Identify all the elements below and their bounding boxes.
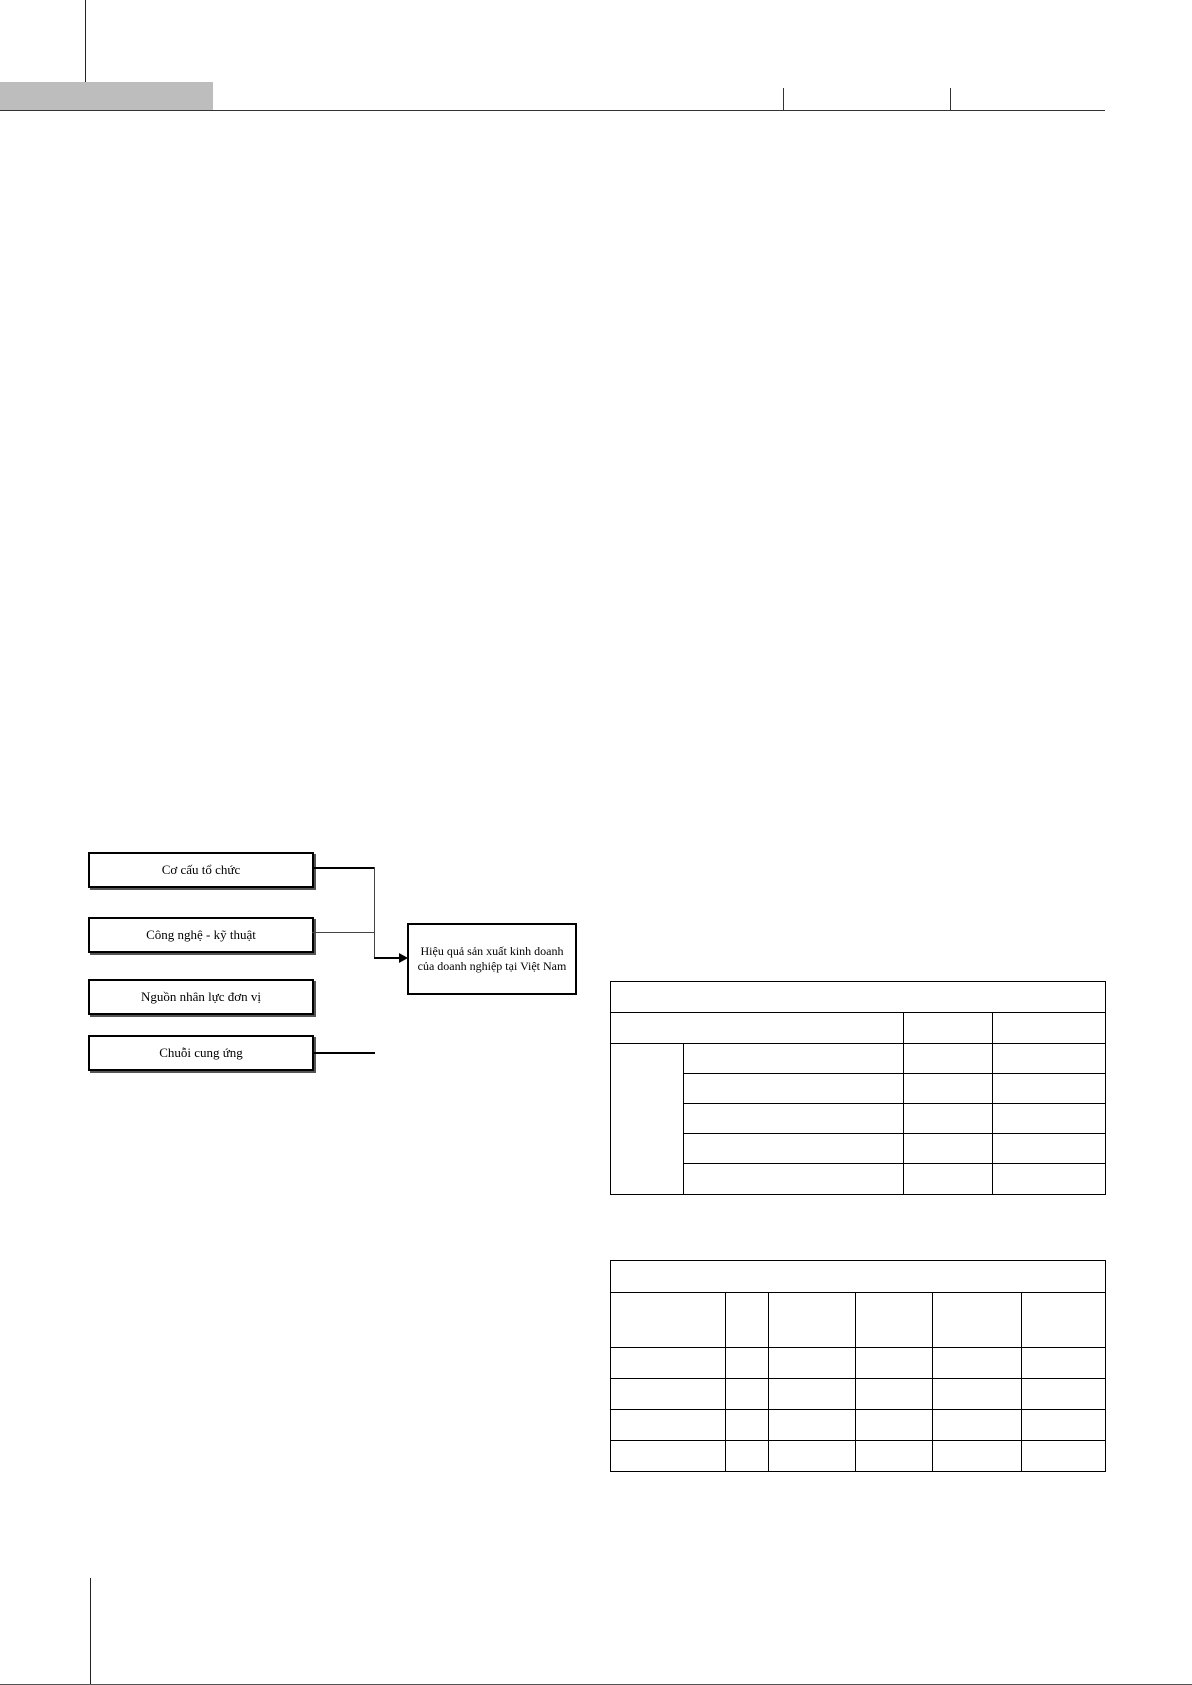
table-cell <box>726 1410 769 1441</box>
table-cell <box>856 1379 933 1410</box>
table-cell <box>726 1379 769 1410</box>
factor-box <box>88 917 314 953</box>
table-cell <box>726 1441 769 1472</box>
outcome-label: Hiệu quả sản xuất kinh doanh của doanh nghiệp tại Việt Nam <box>417 944 567 973</box>
table-row <box>611 1441 1106 1472</box>
factor-box <box>88 979 314 1015</box>
table-cell <box>904 1044 993 1074</box>
header-vertical-rule <box>85 0 86 82</box>
table-cell <box>904 1164 993 1195</box>
header-divider <box>783 88 784 110</box>
factor-label: Cơ cấu tổ chức <box>161 861 241 877</box>
table-cell <box>684 1104 904 1134</box>
connector-line <box>312 867 375 869</box>
table-header-cell <box>993 1013 1106 1044</box>
table-cell <box>1022 1379 1106 1410</box>
table-row <box>611 1379 1106 1410</box>
table-cell <box>993 1134 1106 1164</box>
table-cell <box>933 1379 1022 1410</box>
table-header-cell <box>611 1013 904 1044</box>
table-cell <box>611 1379 726 1410</box>
outcome-box <box>407 923 577 995</box>
table-row <box>611 1074 1106 1104</box>
header-divider <box>950 88 951 110</box>
table-cell <box>993 1044 1106 1074</box>
table-cell <box>993 1074 1106 1104</box>
table-cell <box>611 1348 726 1379</box>
arrow-shaft <box>374 957 401 959</box>
footer-vertical-rule <box>90 1578 91 1685</box>
table-cell <box>1022 1410 1106 1441</box>
table-cell <box>684 1044 904 1074</box>
table-cell <box>933 1441 1022 1472</box>
table-header-cell <box>769 1293 856 1348</box>
table-cell <box>684 1164 904 1195</box>
factor-label: Chuỗi cung ứng <box>159 1044 243 1060</box>
connector-line <box>312 932 375 933</box>
table-cell <box>1022 1348 1106 1379</box>
table-cell <box>611 1441 726 1472</box>
table-1 <box>610 981 1106 1195</box>
table-header-cell <box>933 1293 1022 1348</box>
connector-vertical <box>374 867 375 957</box>
factor-box <box>88 852 314 888</box>
table-cell <box>1022 1441 1106 1472</box>
table-cell <box>856 1348 933 1379</box>
table-title <box>611 982 1106 1013</box>
row-group-cell <box>611 1044 684 1195</box>
table-row <box>611 1044 1106 1074</box>
factor-label: Công nghệ - kỹ thuật <box>146 926 256 942</box>
table-2 <box>610 1260 1106 1472</box>
table-header-cell <box>611 1293 726 1348</box>
table-cell <box>684 1074 904 1104</box>
table-cell <box>993 1104 1106 1134</box>
table-cell <box>904 1074 993 1104</box>
table-header-cell <box>726 1293 769 1348</box>
table-cell <box>856 1441 933 1472</box>
table-cell <box>993 1164 1106 1195</box>
table-cell <box>856 1410 933 1441</box>
table-cell <box>933 1348 1022 1379</box>
table-cell <box>611 1410 726 1441</box>
table-cell <box>933 1410 1022 1441</box>
table-row <box>611 1134 1106 1164</box>
table-cell <box>769 1348 856 1379</box>
header-grey-tab <box>0 82 213 110</box>
table-header-cell <box>904 1013 993 1044</box>
table-cell <box>904 1134 993 1164</box>
table-cell <box>904 1104 993 1134</box>
connector-line <box>312 1052 375 1054</box>
table-header-cell <box>1022 1293 1106 1348</box>
table-cell <box>769 1441 856 1472</box>
table-cell <box>726 1348 769 1379</box>
table-header-cell <box>856 1293 933 1348</box>
table-row <box>611 1348 1106 1379</box>
header-rule <box>0 110 1105 111</box>
table-cell <box>769 1379 856 1410</box>
table-cell <box>769 1410 856 1441</box>
factor-label: Nguồn nhân lực đơn vị <box>140 988 262 1004</box>
table-row <box>611 1164 1106 1195</box>
table-row <box>611 1104 1106 1134</box>
table-title <box>611 1261 1106 1293</box>
table-row <box>611 1410 1106 1441</box>
factor-box <box>88 1035 314 1071</box>
table-cell <box>684 1134 904 1164</box>
